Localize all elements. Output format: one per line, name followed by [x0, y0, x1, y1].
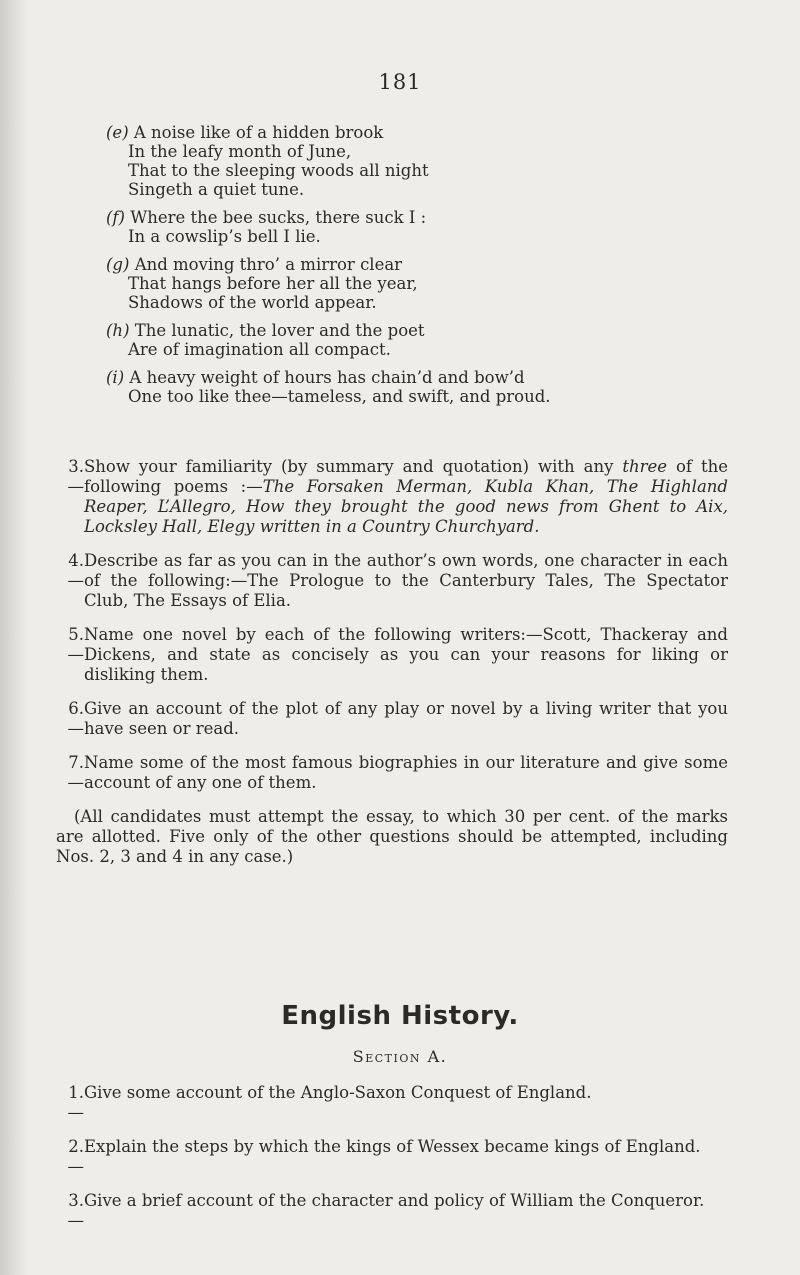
poem-line: A noise like of a hidden brook: [133, 123, 384, 142]
poem-extract-h: [106, 321, 768, 359]
poem-line: One too like thee—tameless, and swift, and proud.: [128, 387, 551, 406]
question-7: [56, 753, 728, 793]
question-5: [56, 625, 728, 685]
history-question-2: [56, 1137, 728, 1177]
question-6: [56, 699, 728, 739]
extract-label: (f): [106, 208, 125, 227]
question-text: Name some of the most famous biographies in our literature and give some account of any one of them.: [84, 753, 728, 792]
poem-extract-i: [106, 368, 768, 406]
poem-line: And moving thro’ a mirror clear: [134, 255, 403, 274]
poem-titles: The Forsaken Merman, Kubla Khan, The Highland Reaper, L’Allegro, How they brought the good news from Ghent to Aix, Locksley Hall, Elegy written in a Country Churchyard.: [84, 477, 728, 536]
question-number: 7.—: [67, 753, 84, 792]
history-question-3: [56, 1191, 728, 1231]
poem-extract-g: [106, 255, 768, 312]
poem-extract-e: [106, 123, 768, 199]
extract-label: (e): [106, 123, 129, 142]
poem-line: Where the bee sucks, there suck I :: [130, 208, 427, 227]
poem-line: Shadows of the world appear.: [128, 293, 377, 312]
extract-label: (h): [106, 321, 130, 340]
question-3: [56, 457, 728, 537]
question-text: Explain the steps by which the kings of Wessex became kings of England.: [84, 1137, 701, 1156]
poem-extract-f: [106, 208, 768, 246]
page-number: 181: [378, 70, 422, 94]
question-text: Name one novel by each of the following writers:—Scott, Thackeray and Dickens, and state as concisely as you can your reasons for liking or disliking them.: [84, 625, 728, 684]
section-heading: English History.: [281, 1001, 519, 1031]
poem-line: The lunatic, the lover and the poet: [134, 321, 425, 340]
question-number: 2.—: [67, 1137, 84, 1176]
poem-line: In the leafy month of June,: [128, 142, 352, 161]
question-text: Give an account of the plot of any play or novel by a living writer that you have seen or read.: [84, 699, 728, 738]
extract-label: (i): [106, 368, 125, 387]
poem-line: In a cowslip’s bell I lie.: [128, 227, 321, 246]
question-number: 1.—: [67, 1083, 84, 1122]
extract-label: (g): [106, 255, 130, 274]
history-questions: [56, 1083, 728, 1245]
page-edge-shadow: [0, 0, 28, 1275]
question-number: 5.—: [67, 625, 84, 664]
literature-questions: [56, 457, 728, 867]
question-text: Give some account of the Anglo-Saxon Conquest of England.: [84, 1083, 592, 1102]
poem-line: A heavy weight of hours has chain’d and bow’d: [129, 368, 525, 387]
poem-line: Singeth a quiet tune.: [128, 180, 305, 199]
question-4: [56, 551, 728, 611]
subsection-title: Section A.: [352, 1047, 448, 1066]
question-number: 6.—: [67, 699, 84, 738]
question-text: Give a brief account of the character and policy of William the Conqueror.: [84, 1191, 705, 1210]
question-text: Describe as far as you can in the author’s own words, one character in each of the following:—The Prologue to the Canterbury Tales, The Spectator Club, The Essays of Elia.: [84, 551, 728, 610]
question-number: 3.—: [67, 1191, 84, 1230]
poem-line: Are of imagination all compact.: [128, 340, 391, 359]
question-number: 3.—: [67, 457, 84, 496]
question-text: Show your familiarity (by summary and quotation) with any three of the following poems :—The Forsaken Merman, Kubla Khan, The Highland Reaper, L’Allegro, How they brought the good news from Ghent to Aix, Locksley Hall, Elegy written in a Country Churchyard.: [84, 457, 728, 536]
poem-line: That to the sleeping woods all night: [128, 161, 429, 180]
poem-line: That hangs before her all the year,: [128, 274, 418, 293]
history-question-1: [56, 1083, 728, 1123]
question-number: 4.—: [67, 551, 84, 590]
poem-extracts: [106, 123, 768, 415]
instructions-note: (All candidates must attempt the essay, to which 30 per cent. of the marks are allotted. Five only of the other questions should be attempted, including Nos. 2, 3 and 4 in any case.): [56, 807, 728, 866]
